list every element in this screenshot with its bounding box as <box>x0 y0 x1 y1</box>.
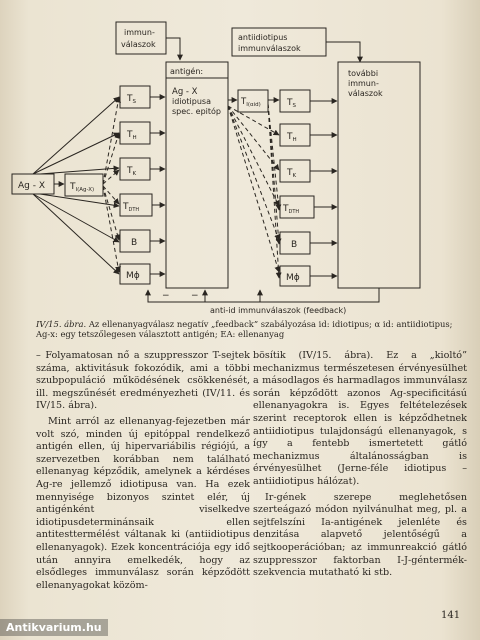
ti-agx-label: T <box>70 182 76 192</box>
th2-sub: H <box>292 137 297 143</box>
tk2-sub: K <box>292 173 297 179</box>
svg-text:TS <box>286 98 297 109</box>
anti-title-1: antiidiotipus <box>238 33 288 42</box>
watermark-logo: Antikvarium.hu <box>0 619 108 636</box>
antigen-line1: Ag - X <box>172 87 198 97</box>
tdth-label: T <box>123 202 129 212</box>
svg-text:TDTH <box>282 204 299 215</box>
minus-sign-2: − <box>191 291 199 301</box>
th-label: T <box>127 130 133 140</box>
ti-aid-sub: I(αid) <box>246 102 261 108</box>
feedback-label: anti-id immunválaszok (feedback) <box>210 306 347 315</box>
svg-text:TK <box>286 168 297 179</box>
tk2-label: T <box>287 168 293 178</box>
tk-sub: K <box>132 171 137 177</box>
figure-number: IV/15. ábra. <box>36 319 87 329</box>
ti-aid-label: T <box>241 97 247 107</box>
tdth-sub: DTH <box>128 207 140 213</box>
tovabbi-1: további <box>348 69 379 78</box>
ts2-sub: S <box>292 103 296 109</box>
ts-sub: S <box>132 99 136 105</box>
svg-text:TI(Ag-X) <box>69 182 94 193</box>
figure-caption <box>36 319 456 339</box>
agx-label: Ag - X <box>18 181 46 191</box>
tk-label: T <box>127 166 133 176</box>
right-column <box>253 350 467 583</box>
minus-sign-1: − <box>162 291 170 301</box>
m-label: Mϕ <box>126 271 140 281</box>
tovabbi-3: válaszok <box>348 89 383 98</box>
antigen-line3: spec. epitóp <box>172 107 221 116</box>
tovabbi-2: immun- <box>348 79 379 88</box>
m2-label: Mϕ <box>286 273 300 283</box>
tdth2-label: T <box>283 204 289 214</box>
figure-caption-text: Az ellenanyagválasz negatív „feedback” szabályozása id: idiotipus; α id: antiidiotipus; Ag-x: egy tetszőlegesen választott antigén; EA: ellenanyag <box>36 319 453 340</box>
left-paragraph-2: Mint arról az ellenanyag-fejezetben már volt szó, minden új epitóppal rendelkező antigén ellen, új hipervariábilis régiójú, a szervezetben korábban nem található ellenanyag képződik, amelynek a kérdéses Ag-re jellemző idiotipusa van. Ha ezek mennyisége bizonyos szintet elér, új antigénként viselkedve idiotipusdeterminánsaik ellen antitesttermélést váltanak ki (antiidiotipus ellenanyagok). Ezek koncentrációja egy idő után annyira emelkedék, hogy az elsődleges immunválasz során képződött ellenanyagokat közöm- <box>36 415 250 591</box>
immun-title-1: immun- <box>124 28 155 37</box>
immun-title-2: válaszok <box>121 40 156 49</box>
immun-box <box>116 22 166 54</box>
th2-label: T <box>287 132 293 142</box>
svg-text:TK <box>126 166 137 177</box>
svg-text:TDTH <box>122 202 139 213</box>
left-column <box>36 350 250 595</box>
ti-agx-sub: I(Ag-X) <box>75 187 95 193</box>
tdth2-sub: DTH <box>288 209 300 215</box>
b-label: B <box>131 238 138 248</box>
svg-text:TI(αid) <box>240 97 261 108</box>
svg-text:TH <box>126 130 137 141</box>
svg-text:TH <box>286 132 297 143</box>
antigen-label: antigén: <box>170 67 204 76</box>
left-paragraph-1: – Folyamatosan nő a szuppresszor T-sejtek száma, aktivitásuk fokozódik, ami a többi szubpopuláció működésének csökkenését, ill. megszűnését eredményezheti (IV/11. és IV/15. ábra). <box>36 350 250 412</box>
th-sub: H <box>132 135 137 141</box>
ts-label: T <box>127 94 133 104</box>
right-paragraph-2: Ir-gének szerepe meglehetősen szerteágazó módon nyilvánulhat meg, pl. a sejtfelszíni Ia-antigének jelenléte és denzitása alapvető jelentőségű a sejtkooperációban; az immunreakció gátló szuppresszor faktorban I-J-géntermék-szekvencia mutatható ki stb. <box>253 491 467 579</box>
antigen-line2: idiotipusa <box>172 97 211 106</box>
right-paragraph-1: bösítik (IV/15. ábra). Ez a „kioltó” mechanizmus természetesen érvényesülhet a másodlagos és harmadlagos immunválasz során képződött azonos Ag-specificitású ellenanyagokra is. Egyes feltételezések szerint receptorok ellen is képződhetnek antiidiotipus tulajdonságú ellenanyagok, s így a fentebb ismertetett gátló mechanizmus általánosságban is érvényesülhet (Jerne-féle idiotipus – antiidiotipus hálózat). <box>253 350 467 487</box>
svg-text:TS <box>126 94 137 105</box>
anti-title-2: immunválaszok <box>238 44 301 53</box>
b2-label: B <box>291 240 298 250</box>
ts2-label: T <box>287 98 293 108</box>
page-number: 141 <box>441 610 461 621</box>
